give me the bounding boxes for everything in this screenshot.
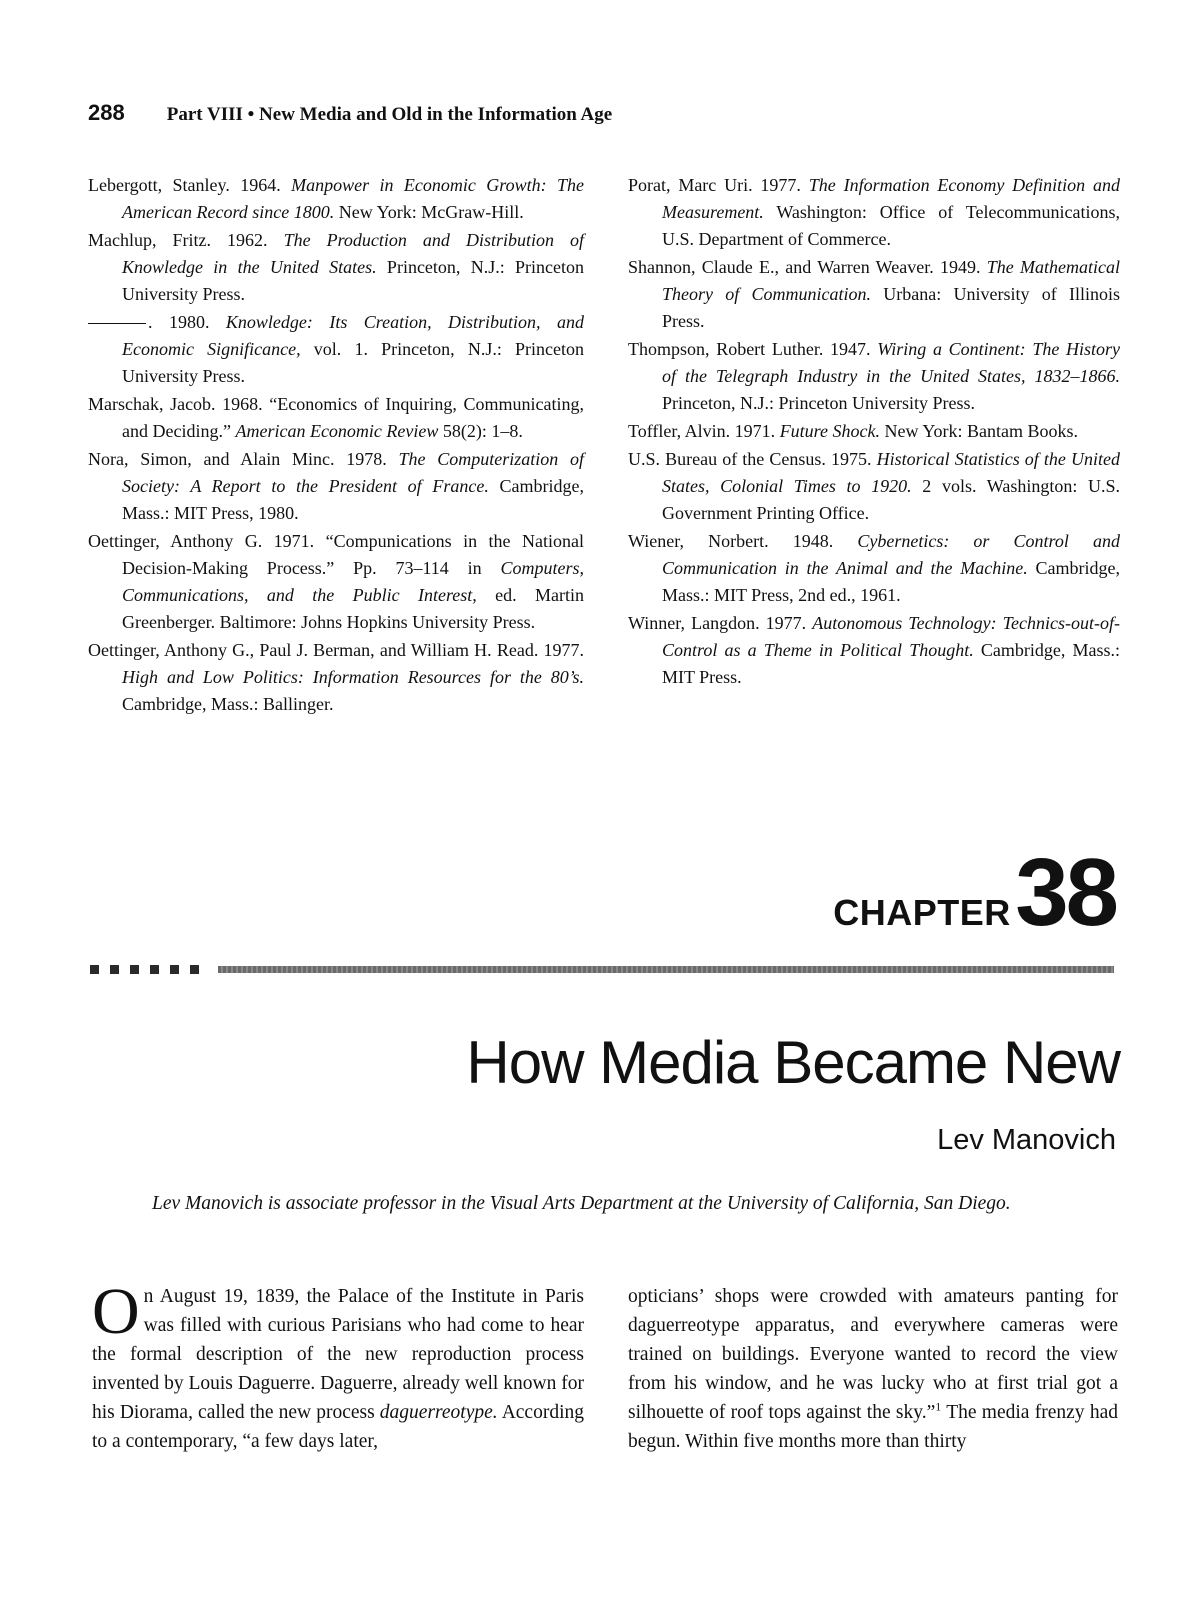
reference-text: New York: McGraw-Hill. — [334, 202, 524, 222]
reference-title: The Production and Distribution of Knowledge in the United States. — [122, 230, 584, 277]
reference-title: Future Shock. — [779, 421, 880, 441]
reference-title: The Information Economy Definition and Measurement. — [662, 175, 1120, 222]
reference-text: Thompson, Robert Luther. 1947. — [628, 339, 878, 359]
reference-title: Historical Statistics of the United States, Colonial Times to 1920. — [662, 449, 1120, 496]
body-text-right — [628, 1282, 1118, 1456]
reference-entry — [88, 309, 584, 390]
reference-text: Porat, Marc Uri. 1977. — [628, 175, 809, 195]
reference-text: Oettinger, Anthony G., Paul J. Berman, and William H. Read. 1977. — [88, 640, 584, 660]
chapter-title: How Media Became New — [466, 1029, 1120, 1096]
reference-title: Knowledge: Its Creation, Distribution, and Economic Significance, — [122, 312, 584, 359]
reference-text: Cambridge, Mass.: Ballinger. — [122, 694, 334, 714]
running-head: Part VIII • New Media and Old in the Information Age — [166, 104, 613, 125]
body-text-left — [92, 1275, 584, 1456]
reference-entry — [628, 446, 1120, 527]
reference-title: Cybernetics: or Control and Communication in the Animal and the Machine. — [662, 531, 1120, 578]
divider-square — [90, 965, 99, 974]
reference-text: ed. Martin Greenberger. Baltimore: Johns Hopkins University Press. — [122, 585, 585, 632]
body-text-segment: According to a contemporary, “a few days later, — [92, 1402, 584, 1452]
reference-text: Oettinger, Anthony G. 1971. “Compunications in the National Decision-Making Process.” Pp. 73–114 in — [88, 531, 584, 578]
reference-entry — [88, 391, 584, 445]
reference-title: High and Low Politics: Information Resources for the 80’s. — [122, 667, 584, 687]
reference-entry — [88, 227, 584, 308]
reference-title: Autonomous Technology: Technics-out-of-Control as a Theme in Political Thought. — [662, 613, 1120, 660]
divider-square — [130, 965, 139, 974]
body-italic-term: daguerreotype. — [379, 1402, 498, 1423]
reference-text: Nora, Simon, and Alain Minc. 1978. — [88, 449, 399, 469]
reference-text: Cambridge, Mass.: MIT Press, 1980. — [122, 476, 585, 523]
chapter-word: CHAPTER — [833, 892, 1011, 933]
chapter-number: 38 — [1015, 839, 1116, 946]
reference-title: Computers, Communications, and the Public Interest, — [122, 558, 584, 605]
reference-text: Washington: Office of Telecommunications, U.S. Department of Commerce. — [662, 202, 1120, 249]
reference-title: Wiring a Continent: The History of the Telegraph Industry in the United States, 1832–1866. — [662, 339, 1121, 386]
reference-title: The Computerization of Society: A Report to the President of France. — [122, 449, 584, 496]
references-right-column — [628, 172, 1120, 692]
reference-text: 2 vols. Washington: U.S. Government Printing Office. — [662, 476, 1120, 523]
running-header — [88, 100, 612, 126]
reference-title: The Mathematical Theory of Communication. — [662, 257, 1120, 304]
reference-entry — [88, 528, 584, 636]
reference-text: Princeton, N.J.: Princeton University Press. — [122, 257, 584, 304]
reference-entry — [88, 637, 584, 718]
reference-entry — [88, 446, 584, 527]
reference-entry — [88, 172, 584, 226]
reference-entry — [628, 172, 1120, 253]
reference-text: Winner, Langdon. 1977. — [628, 613, 813, 633]
reference-title: Manpower in Economic Growth: The American Record since 1800. — [122, 175, 584, 222]
chapter-divider — [90, 964, 1114, 976]
reference-text: Cambridge, Mass.: MIT Press, 2nd ed., 1961. — [662, 558, 1121, 605]
reference-entry — [628, 528, 1120, 609]
reference-entry — [628, 418, 1120, 445]
reference-text: Cambridge, Mass.: MIT Press. — [662, 640, 1120, 687]
page-number: 288 — [88, 100, 125, 125]
reference-text: Lebergott, Stanley. 1964. — [88, 175, 292, 195]
reference-text: Toffler, Alvin. 1971. — [628, 421, 780, 441]
reference-text: Marschak, Jacob. 1968. “Economics of Inquiring, Communicating, and Deciding.” — [88, 394, 584, 441]
reference-text: Urbana: University of Illinois Press. — [662, 284, 1120, 331]
chapter-author: Lev Manovich — [937, 1124, 1116, 1156]
author-bio: Lev Manovich is associate professor in the Visual Arts Department at the University of California, San Diego. — [152, 1193, 1011, 1214]
reference-text: New York: Bantam Books. — [880, 421, 1079, 441]
reference-text: . 1980. — [148, 312, 226, 332]
drop-cap: O — [92, 1275, 140, 1348]
divider-square — [170, 965, 179, 974]
reference-text: vol. 1. Princeton, N.J.: Princeton University Press. — [122, 339, 584, 386]
repeat-author-dash — [88, 323, 146, 324]
reference-entry — [628, 254, 1120, 335]
references-left-column — [88, 172, 584, 719]
divider-bar — [218, 966, 1114, 973]
reference-title: American Economic Review — [235, 421, 439, 441]
body-text-segment: The media frenzy had begun. Within five months more than thirty — [628, 1402, 1118, 1452]
reference-text: Machlup, Fritz. 1962. — [88, 230, 284, 250]
divider-square — [190, 965, 199, 974]
divider-square — [110, 965, 119, 974]
reference-text: Shannon, Claude E., and Warren Weaver. 1949. — [628, 257, 987, 277]
chapter-label — [833, 839, 1116, 946]
reference-text: Wiener, Norbert. 1948. — [628, 531, 858, 551]
reference-entry — [628, 336, 1120, 417]
body-text-segment: n August 19, 1839, the Palace of the Institute in Paris was filled with curious Parisians who had come to hear the formal description of the new reproduction process invented by Louis Daguerre. Daguerre, already well known for his Diorama, called the new process — [92, 1286, 584, 1423]
reference-text: U.S. Bureau of the Census. 1975. — [628, 449, 877, 469]
footnote-marker: 1 — [935, 1399, 942, 1414]
reference-text: 58(2): 1–8. — [438, 421, 523, 441]
reference-text: Princeton, N.J.: Princeton University Press. — [662, 393, 975, 413]
body-text-segment: opticians’ shops were crowded with amateurs panting for daguerreotype apparatus, and everywhere cameras were trained on buildings. Everyone wanted to record the view from his window, and he was lucky who at first trial got a silhouette of roof tops against the sky.” — [628, 1286, 1118, 1423]
reference-entry — [628, 610, 1120, 691]
divider-square — [150, 965, 159, 974]
